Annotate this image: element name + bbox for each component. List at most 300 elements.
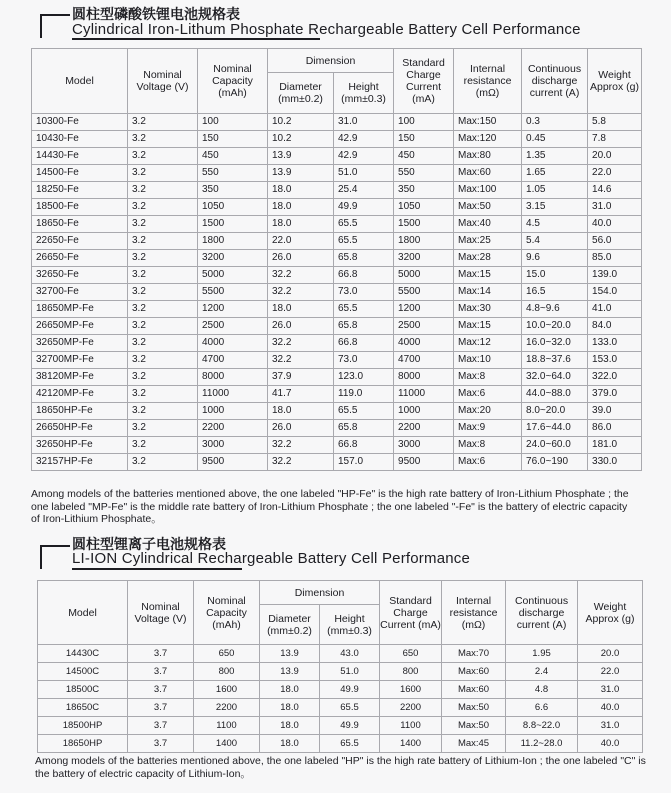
cell-height: 51.0 [334, 165, 394, 182]
cell-weight: 154.0 [588, 284, 642, 301]
header-voltage: Nominal Voltage (V) [128, 49, 198, 114]
cell-internal-resistance: Max:120 [454, 131, 522, 148]
cell-continuous-discharge: 1.65 [522, 165, 588, 182]
header-continuous-discharge: Continuous discharge current (A) [522, 49, 588, 114]
cell-model: 32157HP-Fe [32, 454, 128, 471]
cell-capacity: 1200 [198, 301, 268, 318]
cell-height: 123.0 [334, 369, 394, 386]
cell-continuous-discharge: 1.95 [506, 645, 578, 663]
cell-diameter: 13.9 [268, 165, 334, 182]
cell-continuous-discharge: 11.2~28.0 [506, 735, 578, 753]
cell-capacity: 450 [198, 148, 268, 165]
cell-voltage: 3.2 [128, 216, 198, 233]
iron-phosphate-spec-table [31, 48, 642, 471]
cell-diameter: 18.0 [268, 301, 334, 318]
cell-continuous-discharge: 24.0~60.0 [522, 437, 588, 454]
cell-height: 25.4 [334, 182, 394, 199]
header-standard-charge: Standard Charge Current (mA) [380, 581, 442, 645]
header-diameter: Diameter (mm±0.2) [268, 73, 334, 114]
cell-weight: 20.0 [588, 148, 642, 165]
cell-internal-resistance: Max:10 [454, 352, 522, 369]
cell-voltage: 3.2 [128, 199, 198, 216]
table-row [32, 335, 642, 352]
cell-capacity: 1100 [194, 717, 260, 735]
cell-diameter: 22.0 [268, 233, 334, 250]
cell-weight: 379.0 [588, 386, 642, 403]
cell-capacity: 550 [198, 165, 268, 182]
cell-voltage: 3.7 [128, 699, 194, 717]
cell-continuous-discharge: 4.8~9.6 [522, 301, 588, 318]
cell-capacity: 2200 [194, 699, 260, 717]
cell-standard-charge: 4000 [394, 335, 454, 352]
cell-height: 43.0 [320, 645, 380, 663]
cell-standard-charge: 8000 [394, 369, 454, 386]
cell-voltage: 3.2 [128, 165, 198, 182]
cell-internal-resistance: Max:15 [454, 318, 522, 335]
cell-continuous-discharge: 32.0~64.0 [522, 369, 588, 386]
table-row [38, 717, 643, 735]
cell-diameter: 26.0 [268, 250, 334, 267]
cell-continuous-discharge: 17.6~44.0 [522, 420, 588, 437]
cell-model: 14500C [38, 663, 128, 681]
header-height: Height (mm±0.3) [320, 605, 380, 645]
header-weight: Weight Approx (g) [578, 581, 643, 645]
cell-model: 26650MP-Fe [32, 318, 128, 335]
cell-height: 65.5 [320, 699, 380, 717]
cell-diameter: 18.0 [260, 699, 320, 717]
section2-footnote: Among models of the batteries mentioned above, the one labeled "HP" is the high rate battery of Lithium-Ion ; the one labeled "C" is the battery of electric capacity of Lithium-Ion。 [35, 755, 646, 780]
header-height: Height (mm±0.3) [334, 73, 394, 114]
cell-voltage: 3.7 [128, 645, 194, 663]
cell-standard-charge: 11000 [394, 386, 454, 403]
cell-standard-charge: 2200 [394, 420, 454, 437]
cell-model: 32650-Fe [32, 267, 128, 284]
cell-height: 157.0 [334, 454, 394, 471]
table-row [32, 233, 642, 250]
cell-model: 14500-Fe [32, 165, 128, 182]
cell-standard-charge: 1800 [394, 233, 454, 250]
table-row [32, 114, 642, 131]
table-row [32, 386, 642, 403]
cell-internal-resistance: Max:50 [454, 199, 522, 216]
cell-capacity: 2500 [198, 318, 268, 335]
cell-diameter: 18.0 [268, 182, 334, 199]
cell-model: 18500HP [38, 717, 128, 735]
table-row [32, 250, 642, 267]
cell-capacity: 650 [194, 645, 260, 663]
header-capacity: Nominal Capacity (mAh) [194, 581, 260, 645]
cell-height: 73.0 [334, 352, 394, 369]
header-dimension: Dimension [268, 49, 394, 73]
cell-capacity: 100 [198, 114, 268, 131]
cell-weight: 7.8 [588, 131, 642, 148]
cell-weight: 133.0 [588, 335, 642, 352]
cell-diameter: 26.0 [268, 420, 334, 437]
cell-model: 18650C [38, 699, 128, 717]
cell-model: 18500C [38, 681, 128, 699]
cell-height: 49.9 [320, 681, 380, 699]
header-underline [72, 38, 320, 40]
cell-standard-charge: 1100 [380, 717, 442, 735]
cell-diameter: 32.2 [268, 437, 334, 454]
cell-weight: 31.0 [578, 681, 643, 699]
cell-diameter: 18.0 [260, 735, 320, 753]
cell-weight: 39.0 [588, 403, 642, 420]
cell-weight: 5.8 [588, 114, 642, 131]
cell-standard-charge: 2500 [394, 318, 454, 335]
cell-voltage: 3.2 [128, 352, 198, 369]
cell-standard-charge: 9500 [394, 454, 454, 471]
section1-title-en: Cylindrical Iron-Lithum Phosphate Rechargeable Battery Cell Performance [72, 21, 581, 38]
table-row [32, 182, 642, 199]
cell-height: 65.5 [334, 403, 394, 420]
header-bracket-decoration [40, 545, 70, 569]
cell-weight: 153.0 [588, 352, 642, 369]
cell-diameter: 13.9 [260, 645, 320, 663]
cell-weight: 14.6 [588, 182, 642, 199]
cell-weight: 86.0 [588, 420, 642, 437]
cell-weight: 31.0 [578, 717, 643, 735]
cell-standard-charge: 1050 [394, 199, 454, 216]
cell-diameter: 32.2 [268, 335, 334, 352]
header-weight: Weight Approx (g) [588, 49, 642, 114]
cell-capacity: 1050 [198, 199, 268, 216]
cell-capacity: 150 [198, 131, 268, 148]
cell-model: 32650HP-Fe [32, 437, 128, 454]
cell-continuous-discharge: 8.0~20.0 [522, 403, 588, 420]
table-row [38, 663, 643, 681]
table-row [32, 420, 642, 437]
cell-height: 42.9 [334, 148, 394, 165]
cell-voltage: 3.2 [128, 335, 198, 352]
table-row [32, 131, 642, 148]
cell-model: 18650HP-Fe [32, 403, 128, 420]
cell-continuous-discharge: 6.6 [506, 699, 578, 717]
cell-capacity: 1400 [194, 735, 260, 753]
cell-internal-resistance: Max:8 [454, 369, 522, 386]
cell-weight: 84.0 [588, 318, 642, 335]
cell-weight: 322.0 [588, 369, 642, 386]
cell-height: 65.8 [334, 318, 394, 335]
header-voltage: Nominal Voltage (V) [128, 581, 194, 645]
cell-diameter: 37.9 [268, 369, 334, 386]
table-row [32, 318, 642, 335]
cell-weight: 40.0 [578, 735, 643, 753]
cell-model: 26650-Fe [32, 250, 128, 267]
cell-voltage: 3.2 [128, 182, 198, 199]
cell-model: 18500-Fe [32, 199, 128, 216]
cell-model: 18650HP [38, 735, 128, 753]
cell-continuous-discharge: 5.4 [522, 233, 588, 250]
cell-standard-charge: 100 [394, 114, 454, 131]
cell-continuous-discharge: 15.0 [522, 267, 588, 284]
cell-capacity: 2200 [198, 420, 268, 437]
cell-voltage: 3.7 [128, 717, 194, 735]
cell-model: 42120MP-Fe [32, 386, 128, 403]
cell-capacity: 8000 [198, 369, 268, 386]
cell-internal-resistance: Max:8 [454, 437, 522, 454]
cell-height: 66.8 [334, 437, 394, 454]
cell-height: 119.0 [334, 386, 394, 403]
cell-internal-resistance: Max:60 [442, 663, 506, 681]
cell-capacity: 4700 [198, 352, 268, 369]
cell-height: 49.9 [320, 717, 380, 735]
cell-capacity: 1600 [194, 681, 260, 699]
header-internal-resistance: Internal resistance (mΩ) [442, 581, 506, 645]
cell-internal-resistance: Max:100 [454, 182, 522, 199]
cell-voltage: 3.2 [128, 267, 198, 284]
table-row [32, 403, 642, 420]
cell-height: 65.5 [334, 301, 394, 318]
cell-height: 51.0 [320, 663, 380, 681]
cell-weight: 40.0 [588, 216, 642, 233]
cell-capacity: 1000 [198, 403, 268, 420]
cell-model: 14430C [38, 645, 128, 663]
cell-model: 14430-Fe [32, 148, 128, 165]
cell-internal-resistance: Max:40 [454, 216, 522, 233]
cell-model: 18250-Fe [32, 182, 128, 199]
cell-voltage: 3.7 [128, 681, 194, 699]
cell-weight: 56.0 [588, 233, 642, 250]
cell-diameter: 18.0 [268, 199, 334, 216]
cell-voltage: 3.2 [128, 250, 198, 267]
cell-internal-resistance: Max:50 [442, 717, 506, 735]
cell-diameter: 13.9 [268, 148, 334, 165]
cell-voltage: 3.7 [128, 663, 194, 681]
cell-diameter: 32.2 [268, 454, 334, 471]
cell-voltage: 3.2 [128, 131, 198, 148]
cell-weight: 20.0 [578, 645, 643, 663]
cell-height: 31.0 [334, 114, 394, 131]
header-model: Model [38, 581, 128, 645]
cell-standard-charge: 5500 [394, 284, 454, 301]
cell-voltage: 3.2 [128, 454, 198, 471]
cell-height: 42.9 [334, 131, 394, 148]
cell-standard-charge: 4700 [394, 352, 454, 369]
cell-capacity: 3000 [198, 437, 268, 454]
cell-capacity: 350 [198, 182, 268, 199]
cell-standard-charge: 650 [380, 645, 442, 663]
cell-model: 32700MP-Fe [32, 352, 128, 369]
cell-continuous-discharge: 10.0~20.0 [522, 318, 588, 335]
cell-continuous-discharge: 4.8 [506, 681, 578, 699]
cell-model: 18650-Fe [32, 216, 128, 233]
cell-continuous-discharge: 3.15 [522, 199, 588, 216]
cell-capacity: 800 [194, 663, 260, 681]
cell-height: 49.9 [334, 199, 394, 216]
cell-capacity: 9500 [198, 454, 268, 471]
cell-standard-charge: 2200 [380, 699, 442, 717]
table-row [32, 352, 642, 369]
cell-continuous-discharge: 18.8~37.6 [522, 352, 588, 369]
cell-capacity: 5500 [198, 284, 268, 301]
cell-continuous-discharge: 1.35 [522, 148, 588, 165]
cell-model: 18650MP-Fe [32, 301, 128, 318]
cell-internal-resistance: Max:30 [454, 301, 522, 318]
cell-standard-charge: 350 [394, 182, 454, 199]
cell-continuous-discharge: 0.45 [522, 131, 588, 148]
cell-capacity: 11000 [198, 386, 268, 403]
cell-capacity: 1800 [198, 233, 268, 250]
cell-diameter: 32.2 [268, 284, 334, 301]
cell-diameter: 18.0 [260, 717, 320, 735]
table-row [32, 267, 642, 284]
header-underline [72, 568, 242, 570]
section2-title-cn: 圆柱型锂离子电池规格表 [72, 536, 226, 552]
cell-height: 73.0 [334, 284, 394, 301]
cell-diameter: 32.2 [268, 267, 334, 284]
cell-model: 38120MP-Fe [32, 369, 128, 386]
table-row [32, 454, 642, 471]
cell-internal-resistance: Max:9 [454, 420, 522, 437]
cell-internal-resistance: Max:50 [442, 699, 506, 717]
table-row [32, 301, 642, 318]
cell-internal-resistance: Max:150 [454, 114, 522, 131]
header-continuous-discharge: Continuous discharge current (A) [506, 581, 578, 645]
cell-internal-resistance: Max:15 [454, 267, 522, 284]
table-row [38, 699, 643, 717]
cell-model: 32700-Fe [32, 284, 128, 301]
header-standard-charge: Standard Charge Current (mA) [394, 49, 454, 114]
table-row [32, 165, 642, 182]
cell-diameter: 10.2 [268, 114, 334, 131]
table-row [32, 369, 642, 386]
section2-title-en: LI-ION Cylindrical Rechargeable Battery Cell Performance [72, 550, 471, 567]
header-diameter: Diameter (mm±0.2) [260, 605, 320, 645]
cell-weight: 22.0 [578, 663, 643, 681]
cell-continuous-discharge: 8.8~22.0 [506, 717, 578, 735]
cell-internal-resistance: Max:60 [442, 681, 506, 699]
cell-continuous-discharge: 9.6 [522, 250, 588, 267]
cell-voltage: 3.2 [128, 318, 198, 335]
cell-voltage: 3.7 [128, 735, 194, 753]
header-internal-resistance: Internal resistance (mΩ) [454, 49, 522, 114]
cell-standard-charge: 1400 [380, 735, 442, 753]
cell-continuous-discharge: 76.0~190 [522, 454, 588, 471]
cell-height: 65.8 [334, 250, 394, 267]
table-row [38, 681, 643, 699]
cell-diameter: 18.0 [268, 216, 334, 233]
cell-internal-resistance: Max:80 [454, 148, 522, 165]
cell-standard-charge: 800 [380, 663, 442, 681]
cell-standard-charge: 150 [394, 131, 454, 148]
cell-voltage: 3.2 [128, 403, 198, 420]
table-row [32, 199, 642, 216]
cell-standard-charge: 450 [394, 148, 454, 165]
cell-diameter: 18.0 [268, 403, 334, 420]
cell-height: 65.5 [320, 735, 380, 753]
cell-continuous-discharge: 16.5 [522, 284, 588, 301]
cell-weight: 31.0 [588, 199, 642, 216]
cell-standard-charge: 3000 [394, 437, 454, 454]
cell-diameter: 26.0 [268, 318, 334, 335]
cell-internal-resistance: Max:12 [454, 335, 522, 352]
cell-voltage: 3.2 [128, 114, 198, 131]
cell-diameter: 18.0 [260, 681, 320, 699]
cell-weight: 181.0 [588, 437, 642, 454]
table-row [32, 216, 642, 233]
cell-model: 26650HP-Fe [32, 420, 128, 437]
cell-standard-charge: 1000 [394, 403, 454, 420]
cell-internal-resistance: Max:6 [454, 454, 522, 471]
cell-height: 66.8 [334, 267, 394, 284]
cell-weight: 85.0 [588, 250, 642, 267]
table-row [38, 645, 643, 663]
cell-voltage: 3.2 [128, 148, 198, 165]
cell-capacity: 5000 [198, 267, 268, 284]
table-row [32, 437, 642, 454]
cell-continuous-discharge: 2.4 [506, 663, 578, 681]
cell-voltage: 3.2 [128, 301, 198, 318]
cell-continuous-discharge: 44.0~88.0 [522, 386, 588, 403]
cell-internal-resistance: Max:20 [454, 403, 522, 420]
cell-weight: 41.0 [588, 301, 642, 318]
cell-internal-resistance: Max:60 [454, 165, 522, 182]
cell-standard-charge: 1600 [380, 681, 442, 699]
cell-capacity: 1500 [198, 216, 268, 233]
cell-internal-resistance: Max:45 [442, 735, 506, 753]
cell-continuous-discharge: 1.05 [522, 182, 588, 199]
cell-continuous-discharge: 0.3 [522, 114, 588, 131]
li-ion-spec-table [37, 580, 643, 753]
table-row [32, 284, 642, 301]
cell-standard-charge: 1200 [394, 301, 454, 318]
cell-height: 65.5 [334, 216, 394, 233]
table-row [38, 735, 643, 753]
table-row [32, 148, 642, 165]
cell-voltage: 3.2 [128, 369, 198, 386]
cell-internal-resistance: Max:70 [442, 645, 506, 663]
cell-weight: 139.0 [588, 267, 642, 284]
cell-internal-resistance: Max:28 [454, 250, 522, 267]
header-dimension: Dimension [260, 581, 380, 605]
cell-height: 65.8 [334, 420, 394, 437]
cell-diameter: 13.9 [260, 663, 320, 681]
cell-voltage: 3.2 [128, 437, 198, 454]
cell-standard-charge: 550 [394, 165, 454, 182]
cell-weight: 330.0 [588, 454, 642, 471]
cell-voltage: 3.2 [128, 284, 198, 301]
cell-model: 32650MP-Fe [32, 335, 128, 352]
cell-diameter: 10.2 [268, 131, 334, 148]
cell-internal-resistance: Max:25 [454, 233, 522, 250]
cell-voltage: 3.2 [128, 233, 198, 250]
cell-standard-charge: 3200 [394, 250, 454, 267]
header-bracket-decoration [40, 14, 70, 38]
cell-weight: 40.0 [578, 699, 643, 717]
cell-weight: 22.0 [588, 165, 642, 182]
cell-capacity: 3200 [198, 250, 268, 267]
cell-model: 10300-Fe [32, 114, 128, 131]
cell-standard-charge: 1500 [394, 216, 454, 233]
section1-title-cn: 圆柱型磷酸铁锂电池规格表 [72, 6, 240, 22]
cell-diameter: 41.7 [268, 386, 334, 403]
cell-continuous-discharge: 16.0~32.0 [522, 335, 588, 352]
cell-diameter: 32.2 [268, 352, 334, 369]
cell-internal-resistance: Max:14 [454, 284, 522, 301]
cell-internal-resistance: Max:6 [454, 386, 522, 403]
section1-footnote: Among models of the batteries mentioned above, the one labeled "HP-Fe" is the high rate battery of Iron-Lithium Phosphate ; the one labeled "MP-Fe" is the middle rate battery of Iron-Lithium Phosphate ; the one labeled "-Fe" is the battery of electric capacity of Iron-Lithium Phosphate。 [31, 488, 629, 525]
header-model: Model [32, 49, 128, 114]
cell-model: 22650-Fe [32, 233, 128, 250]
cell-voltage: 3.2 [128, 386, 198, 403]
cell-standard-charge: 5000 [394, 267, 454, 284]
cell-continuous-discharge: 4.5 [522, 216, 588, 233]
cell-capacity: 4000 [198, 335, 268, 352]
cell-model: 10430-Fe [32, 131, 128, 148]
cell-voltage: 3.2 [128, 420, 198, 437]
cell-height: 66.8 [334, 335, 394, 352]
